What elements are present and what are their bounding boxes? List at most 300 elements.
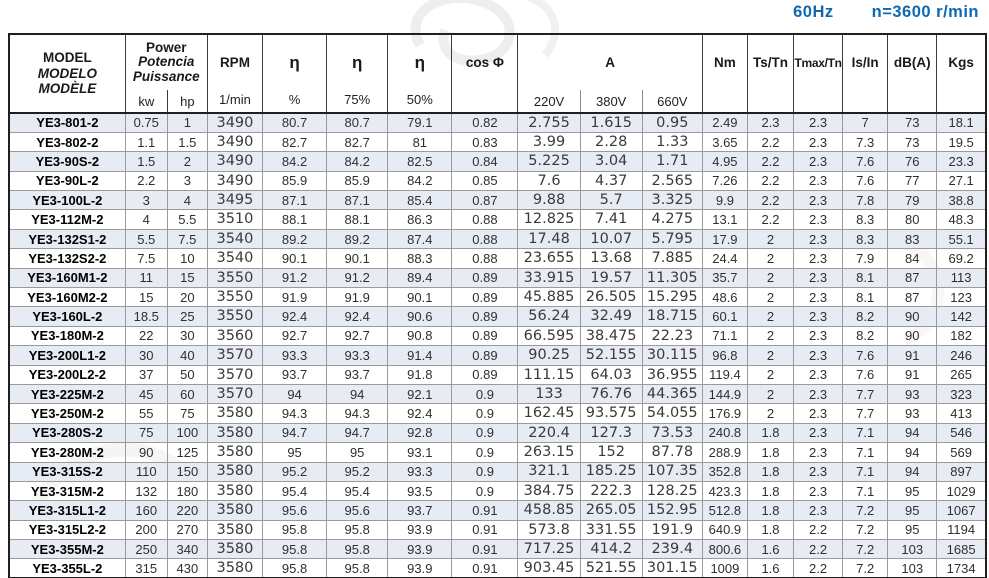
cell-ts_tn: 2.2: [747, 171, 793, 190]
eta-75-unit: 75%: [344, 92, 371, 107]
cell-nm: 4.95: [702, 152, 747, 171]
table-row: [9, 210, 986, 229]
cell-eta_100: 90.1: [263, 249, 327, 268]
cell-kgs: 19.5: [937, 132, 986, 151]
cell-db_a: 91: [888, 365, 937, 384]
cell-a_380v: 265.05: [580, 501, 642, 520]
cell-a_660v: 128.25: [642, 481, 702, 500]
cell-db_a: 95: [888, 501, 937, 520]
cell-a_380v: 76.76: [580, 384, 642, 403]
cell-is_in: 7: [843, 113, 888, 132]
unit-kw: kw: [125, 90, 167, 113]
cell-kgs: 1067: [937, 501, 986, 520]
cell-ts_tn: 2: [747, 288, 793, 307]
table-row: [9, 501, 986, 520]
cell-hp: 340: [167, 540, 207, 559]
cell-kgs: 38.8: [937, 191, 986, 210]
col-header-nm: [702, 34, 747, 113]
cell-nm: 3.65: [702, 132, 747, 151]
cell-tmax_tn: 2.3: [794, 171, 843, 190]
cell-ts_tn: 2.2: [747, 152, 793, 171]
cell-ts_tn: 1.8: [747, 423, 793, 442]
cell-cos_phi: 0.82: [452, 113, 518, 132]
cell-hp: 50: [167, 365, 207, 384]
cell-hp: 180: [167, 481, 207, 500]
cell-is_in: 7.6: [843, 152, 888, 171]
cell-a_220v: 2.755: [518, 113, 580, 132]
model-label-en: MODEL: [42, 50, 92, 66]
cell-model: YE3-802-2: [9, 132, 125, 151]
cell-eta_75: 95.8: [327, 520, 388, 539]
cell-eta_75: 84.2: [327, 152, 388, 171]
cell-cos_phi: 0.88: [452, 249, 518, 268]
cell-nm: 288.9: [702, 443, 747, 462]
cell-ts_tn: 1.8: [747, 481, 793, 500]
model-label-fr: MODÈLE: [38, 81, 97, 97]
eta-50-unit: 50%: [406, 92, 433, 107]
cell-rpm: 3550: [207, 288, 262, 307]
cell-db_a: 87: [888, 268, 937, 287]
cell-eta_100: 91.9: [263, 288, 327, 307]
cell-kgs: 123: [937, 288, 986, 307]
cell-nm: 800.6: [702, 540, 747, 559]
cell-tmax_tn: 2.3: [794, 326, 843, 345]
cell-hp: 30: [167, 326, 207, 345]
cell-cos_phi: 0.91: [452, 520, 518, 539]
cell-eta_75: 95.2: [327, 462, 388, 481]
cell-tmax_tn: 2.3: [794, 423, 843, 442]
cell-tmax_tn: 2.3: [794, 501, 843, 520]
cell-nm: 35.7: [702, 268, 747, 287]
tmax-tn-label: Tmax/Tn: [794, 55, 842, 70]
cell-kw: 3: [125, 191, 167, 210]
cell-kgs: 23.3: [937, 152, 986, 171]
cell-a_220v: 458.85: [518, 501, 580, 520]
cell-a_380v: 10.07: [580, 229, 642, 248]
cell-cos_phi: 0.89: [452, 288, 518, 307]
cell-kgs: 113: [937, 268, 986, 287]
power-label-es: Potencia: [138, 54, 195, 70]
cell-a_660v: 7.885: [642, 249, 702, 268]
cell-a_660v: 87.78: [642, 443, 702, 462]
cell-db_a: 94: [888, 423, 937, 442]
cell-rpm: 3550: [207, 268, 262, 287]
cell-kgs: 546: [937, 423, 986, 442]
cell-is_in: 7.6: [843, 171, 888, 190]
cell-rpm: 3510: [207, 210, 262, 229]
cell-model: YE3-355M-2: [9, 540, 125, 559]
cell-db_a: 90: [888, 326, 937, 345]
cell-nm: 96.8: [702, 346, 747, 365]
cell-kw: 90: [125, 443, 167, 462]
cell-tmax_tn: 2.3: [794, 152, 843, 171]
cell-db_a: 83: [888, 229, 937, 248]
cell-ts_tn: 1.8: [747, 501, 793, 520]
cell-db_a: 94: [888, 462, 937, 481]
cell-eta_100: 94.7: [263, 423, 327, 442]
cell-tmax_tn: 2.3: [794, 132, 843, 151]
cell-eta_50: 90.1: [388, 288, 452, 307]
unit-hp: hp: [167, 90, 207, 113]
cell-a_660v: 1.33: [642, 132, 702, 151]
cell-nm: 2.49: [702, 113, 747, 132]
table-row: [9, 346, 986, 365]
rpm-label: RPM: [219, 55, 250, 70]
cell-a_380v: 19.57: [580, 268, 642, 287]
cell-kw: 200: [125, 520, 167, 539]
rpm-unit: 1/min: [219, 92, 251, 107]
cell-eta_50: 93.9: [388, 520, 452, 539]
table-row: [9, 113, 986, 132]
cell-eta_50: 84.2: [388, 171, 452, 190]
cell-cos_phi: 0.89: [452, 326, 518, 345]
cell-a_380v: 64.03: [580, 365, 642, 384]
cell-hp: 25: [167, 307, 207, 326]
cell-eta_50: 93.3: [388, 462, 452, 481]
cell-a_660v: 0.95: [642, 113, 702, 132]
cell-a_220v: 162.45: [518, 404, 580, 423]
cell-a_220v: 133: [518, 384, 580, 403]
cell-model: YE3-132S2-2: [9, 249, 125, 268]
cell-eta_100: 88.1: [263, 210, 327, 229]
cell-cos_phi: 0.88: [452, 229, 518, 248]
cell-tmax_tn: 2.2: [794, 520, 843, 539]
cell-cos_phi: 0.89: [452, 365, 518, 384]
cell-kgs: 265: [937, 365, 986, 384]
cell-model: YE3-280S-2: [9, 423, 125, 442]
cell-ts_tn: 1.8: [747, 443, 793, 462]
current-label: A: [605, 55, 616, 71]
cell-a_220v: 3.99: [518, 132, 580, 151]
cell-db_a: 90: [888, 307, 937, 326]
cell-eta_100: 95: [263, 443, 327, 462]
cell-rpm: 3495: [207, 191, 262, 210]
cell-eta_100: 85.9: [263, 171, 327, 190]
cell-eta_50: 82.5: [388, 152, 452, 171]
cell-is_in: 7.6: [843, 365, 888, 384]
table-row: [9, 520, 986, 539]
cell-hp: 7.5: [167, 229, 207, 248]
cell-eta_75: 94.7: [327, 423, 388, 442]
cell-db_a: 80: [888, 210, 937, 229]
cell-a_380v: 52.155: [580, 346, 642, 365]
table-row: [9, 288, 986, 307]
cell-is_in: 8.1: [843, 268, 888, 287]
cell-a_220v: 5.225: [518, 152, 580, 171]
cell-a_380v: 93.575: [580, 404, 642, 423]
cell-hp: 60: [167, 384, 207, 403]
cell-tmax_tn: 2.3: [794, 210, 843, 229]
col-header-cos-phi: [452, 34, 518, 113]
power-label-fr: Puissance: [132, 68, 200, 84]
cell-ts_tn: 2.2: [747, 132, 793, 151]
col-header-eta-50: [388, 34, 452, 113]
cell-rpm: 3490: [207, 152, 262, 171]
cell-model: YE3-250M-2: [9, 404, 125, 423]
cell-db_a: 91: [888, 346, 937, 365]
cell-rpm: 3580: [207, 462, 262, 481]
cell-a_660v: 36.955: [642, 365, 702, 384]
cell-eta_50: 81: [388, 132, 452, 151]
cell-model: YE3-200L1-2: [9, 346, 125, 365]
cell-cos_phi: 0.91: [452, 501, 518, 520]
cell-eta_75: 80.7: [327, 113, 388, 132]
cell-hp: 10: [167, 249, 207, 268]
cell-tmax_tn: 2.3: [794, 481, 843, 500]
cell-eta_75: 91.2: [327, 268, 388, 287]
cell-db_a: 95: [888, 520, 937, 539]
cell-eta_100: 91.2: [263, 268, 327, 287]
cell-a_380v: 7.41: [580, 210, 642, 229]
cell-kw: 110: [125, 462, 167, 481]
cell-ts_tn: 2: [747, 307, 793, 326]
cell-ts_tn: 2.2: [747, 191, 793, 210]
cell-nm: 71.1: [702, 326, 747, 345]
cell-kw: 160: [125, 501, 167, 520]
cell-cos_phi: 0.91: [452, 540, 518, 559]
cell-ts_tn: 2.2: [747, 210, 793, 229]
cell-cos_phi: 0.85: [452, 171, 518, 190]
cell-rpm: 3490: [207, 171, 262, 190]
cell-kw: 37: [125, 365, 167, 384]
cell-eta_50: 92.1: [388, 384, 452, 403]
table-row: [9, 404, 986, 423]
cell-rpm: 3550: [207, 307, 262, 326]
cell-eta_50: 90.6: [388, 307, 452, 326]
cell-rpm: 3540: [207, 249, 262, 268]
cell-hp: 15: [167, 268, 207, 287]
cell-eta_100: 94: [263, 384, 327, 403]
cell-a_660v: 30.115: [642, 346, 702, 365]
eta-100-unit: %: [288, 92, 301, 107]
cell-kw: 250: [125, 540, 167, 559]
cell-nm: 7.26: [702, 171, 747, 190]
cell-a_380v: 185.25: [580, 462, 642, 481]
cell-eta_75: 92.7: [327, 326, 388, 345]
cell-nm: 119.4: [702, 365, 747, 384]
cell-kgs: 569: [937, 443, 986, 462]
cell-rpm: 3580: [207, 423, 262, 442]
cell-ts_tn: 1.6: [747, 559, 793, 578]
cell-eta_75: 87.1: [327, 191, 388, 210]
cell-nm: 144.9: [702, 384, 747, 403]
cell-ts_tn: 2: [747, 326, 793, 345]
table-row: [9, 326, 986, 345]
table-row: [9, 229, 986, 248]
cell-model: YE3-280M-2: [9, 443, 125, 462]
cell-a_380v: 38.475: [580, 326, 642, 345]
table-row: [9, 423, 986, 442]
cell-rpm: 3570: [207, 384, 262, 403]
cell-a_380v: 331.55: [580, 520, 642, 539]
cell-ts_tn: 2: [747, 268, 793, 287]
cell-cos_phi: 0.89: [452, 346, 518, 365]
cell-is_in: 8.3: [843, 210, 888, 229]
cell-kw: 1.5: [125, 152, 167, 171]
cell-is_in: 7.9: [843, 249, 888, 268]
cell-hp: 220: [167, 501, 207, 520]
cell-kgs: 246: [937, 346, 986, 365]
cell-a_220v: 111.15: [518, 365, 580, 384]
cell-eta_100: 89.2: [263, 229, 327, 248]
cell-eta_75: 89.2: [327, 229, 388, 248]
cell-nm: 240.8: [702, 423, 747, 442]
cell-hp: 2: [167, 152, 207, 171]
cell-ts_tn: 2: [747, 404, 793, 423]
cell-a_660v: 73.53: [642, 423, 702, 442]
cell-kgs: 182: [937, 326, 986, 345]
col-header-is-in: [843, 34, 888, 113]
unit-220v: 220V: [518, 90, 580, 113]
cell-cos_phi: 0.9: [452, 423, 518, 442]
cell-model: YE3-160M2-2: [9, 288, 125, 307]
cell-is_in: 7.7: [843, 384, 888, 403]
table-row: [9, 307, 986, 326]
cell-ts_tn: 1.8: [747, 520, 793, 539]
cell-kgs: 69.2: [937, 249, 986, 268]
cell-eta_75: 95.8: [327, 559, 388, 578]
cell-tmax_tn: 2.2: [794, 559, 843, 578]
cell-tmax_tn: 2.3: [794, 404, 843, 423]
col-header-current: [518, 34, 702, 90]
cell-a_220v: 90.25: [518, 346, 580, 365]
cell-tmax_tn: 2.3: [794, 268, 843, 287]
cell-cos_phi: 0.89: [452, 307, 518, 326]
cell-model: YE3-315M-2: [9, 481, 125, 500]
frequency-label: 60Hz: [793, 3, 834, 21]
cell-eta_75: 92.4: [327, 307, 388, 326]
cell-eta_50: 89.4: [388, 268, 452, 287]
cell-eta_50: 87.4: [388, 229, 452, 248]
cell-eta_100: 92.4: [263, 307, 327, 326]
cell-cos_phi: 0.9: [452, 443, 518, 462]
kgs-label: Kgs: [948, 55, 974, 70]
cell-eta_50: 90.8: [388, 326, 452, 345]
cell-model: YE3-315S-2: [9, 462, 125, 481]
cell-a_660v: 107.35: [642, 462, 702, 481]
cell-rpm: 3580: [207, 520, 262, 539]
cell-is_in: 7.8: [843, 191, 888, 210]
cell-a_660v: 1.71: [642, 152, 702, 171]
cell-rpm: 3540: [207, 229, 262, 248]
cell-a_660v: 191.9: [642, 520, 702, 539]
cell-is_in: 8.2: [843, 307, 888, 326]
header-labels: [793, 3, 979, 22]
cell-db_a: 103: [888, 559, 937, 578]
cell-kw: 0.75: [125, 113, 167, 132]
cell-a_380v: 32.49: [580, 307, 642, 326]
cell-tmax_tn: 2.3: [794, 307, 843, 326]
cell-is_in: 7.2: [843, 520, 888, 539]
cell-eta_50: 92.8: [388, 423, 452, 442]
cell-is_in: 7.2: [843, 540, 888, 559]
cell-eta_100: 95.6: [263, 501, 327, 520]
cell-tmax_tn: 2.3: [794, 462, 843, 481]
cell-kw: 75: [125, 423, 167, 442]
cell-is_in: 7.1: [843, 443, 888, 462]
cell-is_in: 7.2: [843, 501, 888, 520]
cell-kgs: 27.1: [937, 171, 986, 190]
cell-a_220v: 45.885: [518, 288, 580, 307]
cell-eta_100: 82.7: [263, 132, 327, 151]
cell-a_220v: 66.595: [518, 326, 580, 345]
cell-ts_tn: 1.6: [747, 540, 793, 559]
cell-eta_75: 95.4: [327, 481, 388, 500]
cell-ts_tn: 2: [747, 249, 793, 268]
cell-kw: 5.5: [125, 229, 167, 248]
cell-eta_50: 93.9: [388, 540, 452, 559]
cell-eta_100: 87.1: [263, 191, 327, 210]
cell-hp: 3: [167, 171, 207, 190]
cell-nm: 60.1: [702, 307, 747, 326]
col-header-kgs: [937, 34, 986, 113]
cell-tmax_tn: 2.3: [794, 249, 843, 268]
cell-nm: 48.6: [702, 288, 747, 307]
cell-db_a: 87: [888, 288, 937, 307]
cell-hp: 430: [167, 559, 207, 578]
speed-label: n=3600 r/min: [871, 3, 979, 21]
cell-eta_75: 94.3: [327, 404, 388, 423]
cell-cos_phi: 0.87: [452, 191, 518, 210]
cell-nm: 1009: [702, 559, 747, 578]
cell-kw: 2.2: [125, 171, 167, 190]
table-row: [9, 191, 986, 210]
cell-hp: 40: [167, 346, 207, 365]
table-row: [9, 443, 986, 462]
cell-a_660v: 3.325: [642, 191, 702, 210]
cell-eta_100: 95.2: [263, 462, 327, 481]
cell-a_220v: 9.88: [518, 191, 580, 210]
cell-hp: 20: [167, 288, 207, 307]
cell-kw: 132: [125, 481, 167, 500]
cell-rpm: 3580: [207, 540, 262, 559]
cell-rpm: 3570: [207, 365, 262, 384]
cell-db_a: 77: [888, 171, 937, 190]
cell-kw: 15: [125, 288, 167, 307]
cell-kgs: 1029: [937, 481, 986, 500]
cell-db_a: 94: [888, 443, 937, 462]
cell-kgs: 1194: [937, 520, 986, 539]
cell-a_660v: 4.275: [642, 210, 702, 229]
cell-cos_phi: 0.9: [452, 404, 518, 423]
cell-a_220v: 12.825: [518, 210, 580, 229]
col-header-rpm: [207, 34, 262, 113]
cell-rpm: 3580: [207, 481, 262, 500]
cell-model: YE3-180M-2: [9, 326, 125, 345]
cell-tmax_tn: 2.2: [794, 540, 843, 559]
cell-model: YE3-200L2-2: [9, 365, 125, 384]
cell-db_a: 76: [888, 152, 937, 171]
table-row: [9, 365, 986, 384]
cell-rpm: 3580: [207, 559, 262, 578]
cell-eta_100: 80.7: [263, 113, 327, 132]
cell-a_220v: 56.24: [518, 307, 580, 326]
cell-kw: 4: [125, 210, 167, 229]
cell-db_a: 95: [888, 481, 937, 500]
cell-a_220v: 23.655: [518, 249, 580, 268]
cell-eta_75: 90.1: [327, 249, 388, 268]
cell-eta_50: 88.3: [388, 249, 452, 268]
cell-a_380v: 4.37: [580, 171, 642, 190]
cell-nm: 512.8: [702, 501, 747, 520]
cell-eta_75: 95.8: [327, 540, 388, 559]
cell-eta_75: 94: [327, 384, 388, 403]
table-row: [9, 152, 986, 171]
cell-a_220v: 33.915: [518, 268, 580, 287]
cell-eta_100: 95.4: [263, 481, 327, 500]
table-row: [9, 132, 986, 151]
cell-rpm: 3580: [207, 443, 262, 462]
